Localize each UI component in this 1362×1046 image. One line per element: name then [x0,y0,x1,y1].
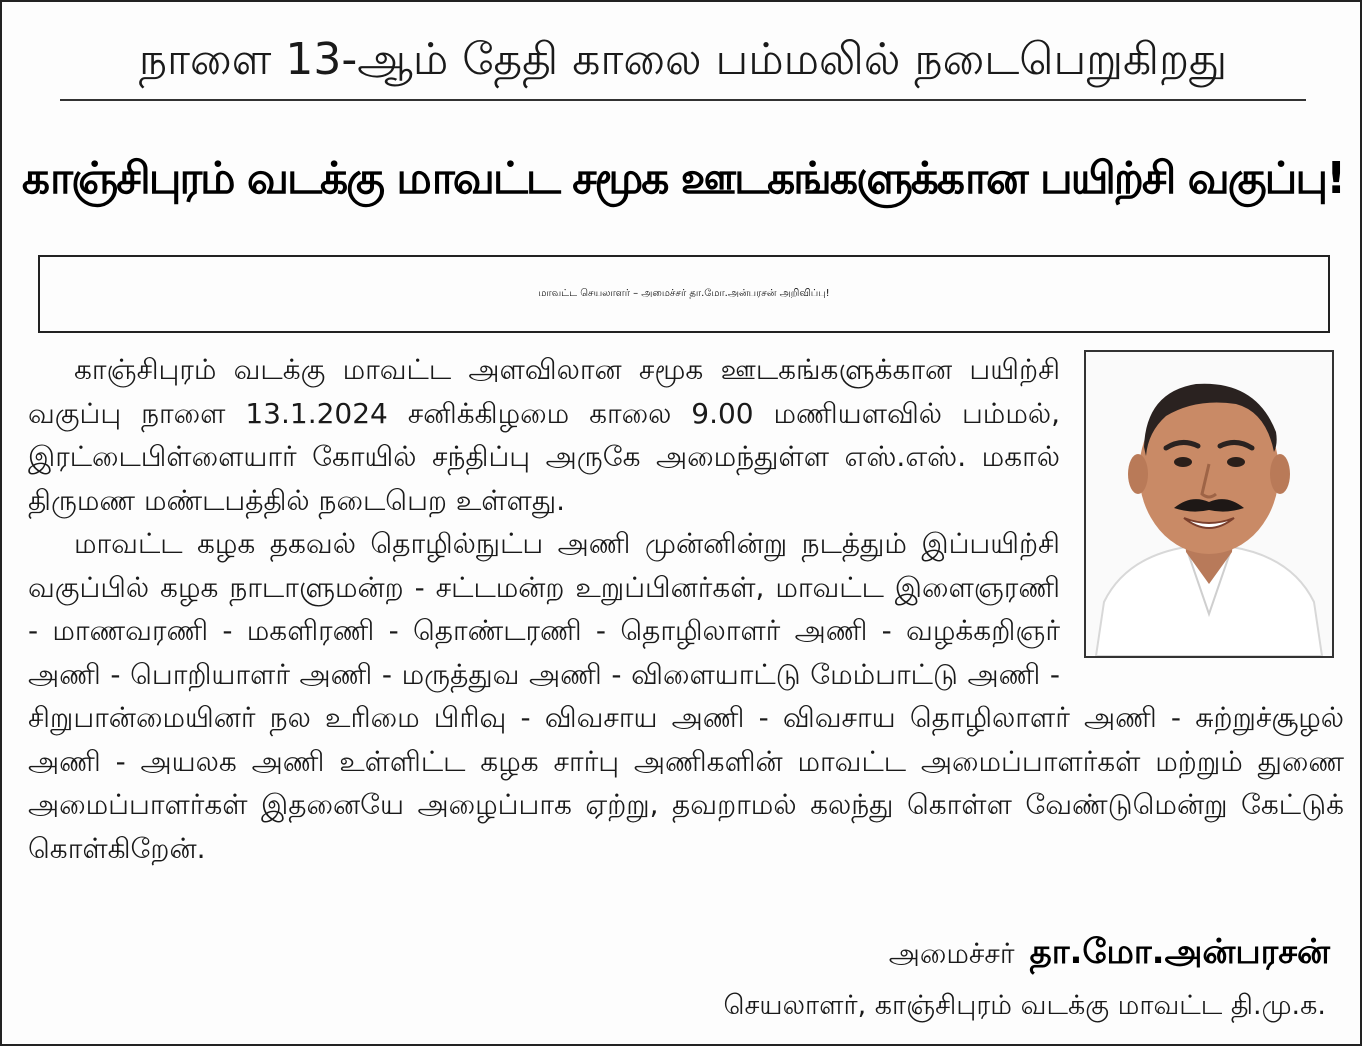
kicker-divider [60,99,1306,101]
notice-headline: காஞ்சிபுரம் வடக்கு மாவட்ட சமூக ஊடகங்களுக்கான பயிற்சி வகுப்பு! [21,153,1345,204]
body-paragraph-1: காஞ்சிபுரம் வடக்கு மாவட்ட அளவிலான சமூக ஊடகங்களுக்கான பயிற்சி வகுப்பு நாளை 13.1.2024 சனிக்கிழமை காலை 9.00 மணியளவில் பம்மல், இரட்டைபிள்ளையார் கோயில் சந்திப்பு அருகே அமைந்துள்ள எஸ்.எஸ். மகால் திருமண மண்டபத்தில் நடைபெற உள்ளது. [28,353,1060,517]
portrait-illustration [1086,352,1332,656]
subhead-box [38,255,1330,333]
signature-title: அமைச்சர் [888,937,1015,970]
minister-portrait [1084,350,1334,658]
notice-body [28,348,1344,870]
signature-line [889,932,1330,976]
body-paragraph-2: மாவட்ட கழக தகவல் தொழில்நுட்ப அணி முன்னின்று நடத்தும் இப்பயிற்சி வகுப்பில் கழக நாடாளுமன்ற - சட்டமன்ற உறுப்பினர்கள், மாவட்ட இளைஞரணி - மாணவரணி - மகளிரணி - தொண்டரணி - தொழிலாளர் அணி - வழக்கறிஞர் அணி - பொறியாளர் அணி - மருத்துவ அணி - விளையாட்டு மேம்பாட்டு அணி - சிறுபான்மையினர் நல உரிமை பிரிவு - விவசாய அணி - விவசாய தொழிலாளர் அணி - சுற்றுச்சூழல் அணி - அயலக அணி உள்ளிட்ட கழக சார்பு அணிகளின் மாவட்ட அமைப்பாளர்கள் மற்றும் துணை அமைப்பாளர்கள் இதனையே அழைப்பாக ஏற்று, தவறாமல் கலந்து கொள்ள வேண்டுமென்று கேட்டுக் கொள்கிறேன். [28,527,1344,865]
signature-role: செயலாளர், காஞ்சிபுரம் வடக்கு மாவட்ட தி.மு.க. [723,990,1326,1021]
notice-kicker: நாளை 13-ஆம் தேதி காலை பம்மலில் நடைபெறுகிறது [138,34,1228,85]
notice-subhead: மாவட்ட செயலாளர் – அமைச்சர் தா.மோ.அன்பரசன் அறிவிப்பு! [538,288,830,299]
signature-name: தா.மோ.அன்பரசன் [1029,932,1330,972]
